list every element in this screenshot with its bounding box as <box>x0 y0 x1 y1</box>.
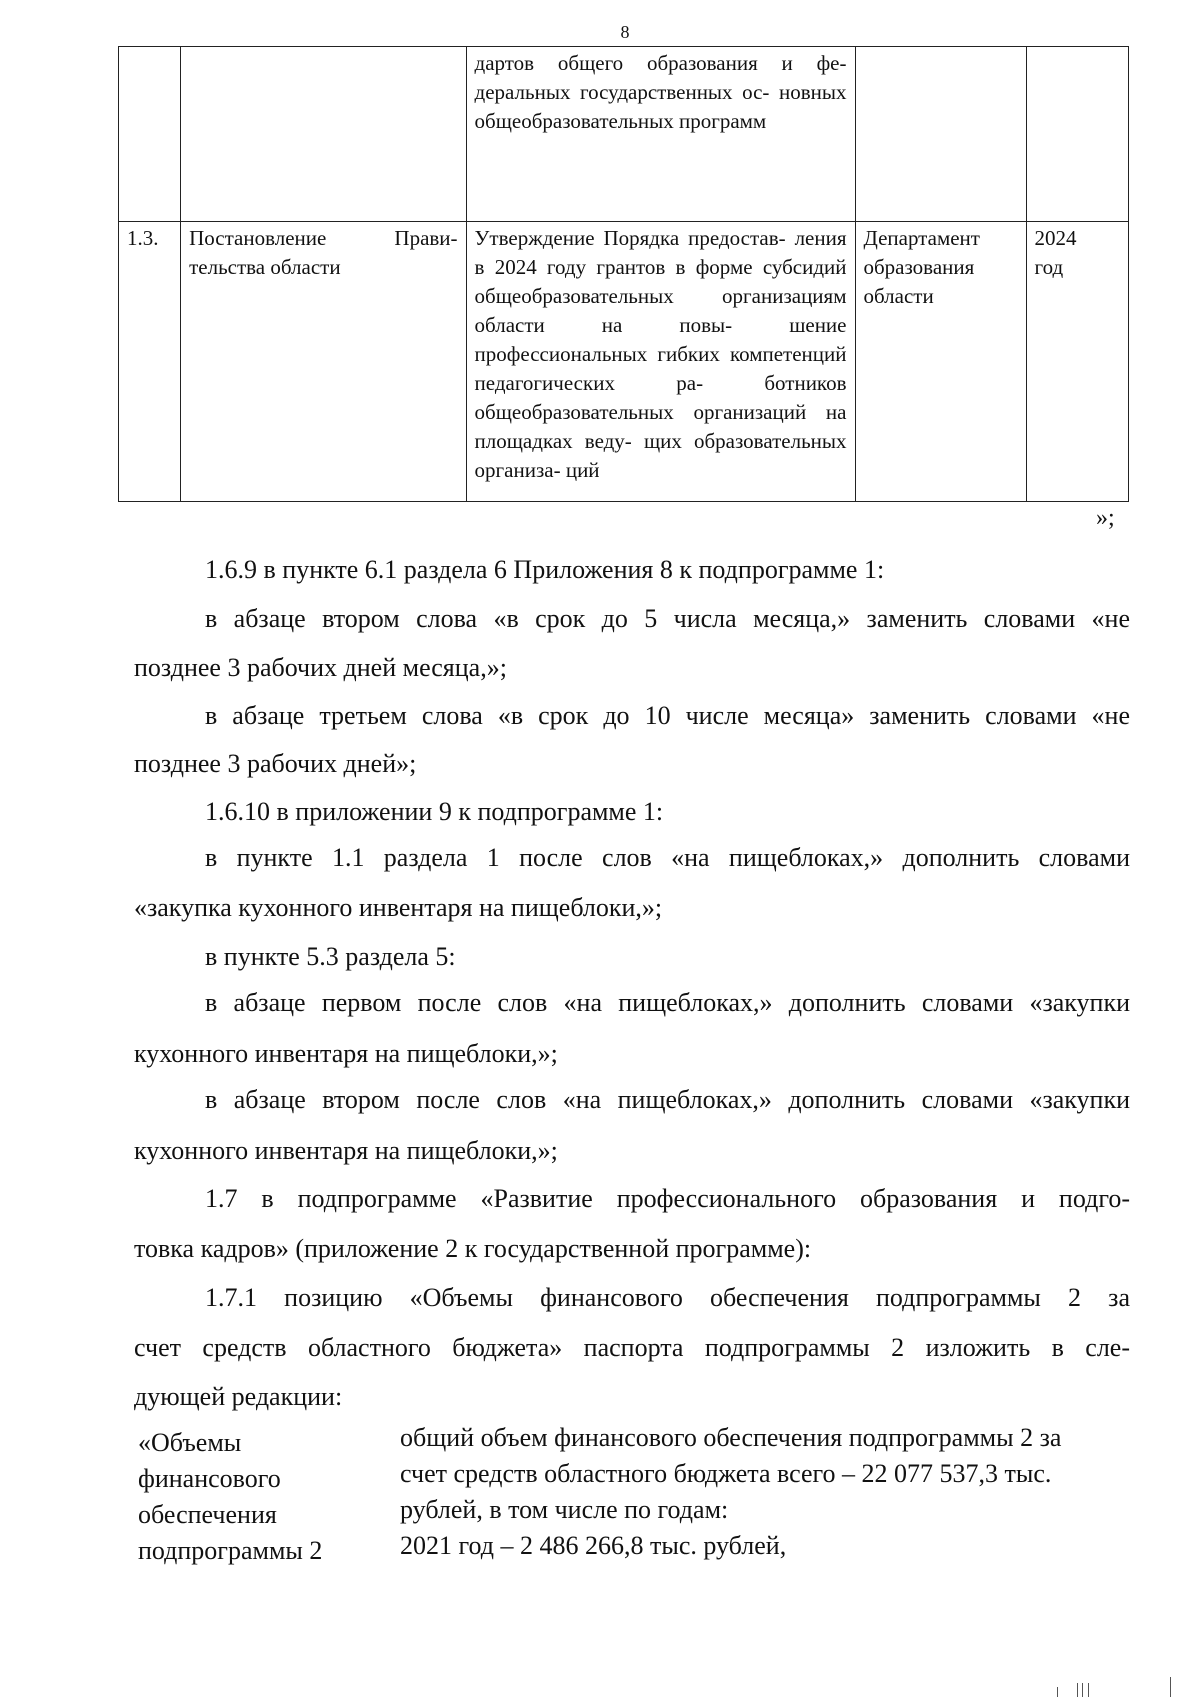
binding-mark <box>1077 1683 1078 1697</box>
content-line: организациям области на повы- <box>474 284 847 337</box>
paragraph-line: «закупка кухонного инвентаря на пищеблоки,»; <box>134 893 663 922</box>
paragraph-line: в абзаце втором слова «в срок до 5 числа месяца,» заменить словами «не <box>205 604 1130 633</box>
table-closing-quote: »; <box>1096 505 1115 531</box>
cell-number <box>119 47 181 222</box>
content-line: организаций на площадках веду- <box>474 400 847 453</box>
cell-executor <box>855 222 1026 502</box>
binding-marks <box>1055 1673 1175 1697</box>
paragraph-line: товка кадров» (приложение 2 к государственной программе): <box>134 1234 812 1263</box>
cell-number: 1.3. <box>119 222 181 502</box>
content-line: ботников общеобразовательных <box>474 371 847 424</box>
passport-value-line: 2021 год – 2 486 266,8 тыс. рублей, <box>400 1531 787 1560</box>
passport-value-line: счет средств областного бюджета всего – 22 077 537,3 тыс. <box>400 1459 1052 1488</box>
content-line: шение профессиональных гибких <box>474 313 847 366</box>
content-line: ций <box>565 458 600 482</box>
cell-document-type <box>181 222 466 502</box>
cell-content <box>466 47 855 222</box>
binding-mark <box>1170 1677 1171 1697</box>
passport-label-line: обеспечения <box>138 1500 277 1529</box>
paragraph-line: в пункте 1.1 раздела 1 после слов «на пищеблоках,» дополнить словами <box>205 843 1130 872</box>
doc-type-line: Постановление Прави- <box>189 226 458 250</box>
paragraph-line: в абзаце втором после слов «на пищеблоках,» дополнить словами «закупки <box>205 1085 1130 1114</box>
binding-mark <box>1057 1687 1058 1697</box>
content-line: субсидий общеобразовательных <box>474 255 847 308</box>
page-number: 8 <box>620 22 630 42</box>
binding-mark <box>1088 1683 1089 1697</box>
passport-label-line: финансового <box>138 1464 281 1493</box>
paragraph-line: дующей редакции: <box>134 1382 343 1411</box>
cell-executor <box>855 47 1026 222</box>
passport-value-line: общий объем финансового обеспечения подпрограммы 2 за <box>400 1423 1062 1452</box>
content-line: ления в 2024 году грантов в форме <box>474 226 847 279</box>
paragraph-line: в пункте 5.3 раздела 5: <box>205 942 456 971</box>
deadline-line: год <box>1034 255 1064 279</box>
cell-deadline <box>1026 222 1128 502</box>
executor-line: области <box>863 284 934 308</box>
paragraph-line: в абзаце первом после слов «на пищеблоках,» дополнить словами «закупки <box>205 988 1130 1017</box>
content-line: щих образовательных организа- <box>474 429 847 482</box>
content-line: новных общеобразовательных <box>474 80 847 133</box>
measures-table <box>118 46 1129 502</box>
paragraph-1-7-1: 1.7.1 позицию «Объемы финансового обеспечения подпрограммы 2 за <box>205 1283 1130 1312</box>
content-line: Утверждение Порядка предостав- <box>474 226 786 250</box>
binding-mark <box>1082 1683 1083 1697</box>
passport-value-line: рублей, в том числе по годам: <box>400 1495 729 1524</box>
paragraph-line: позднее 3 рабочих дней»; <box>134 749 417 778</box>
passport-label-line: подпрограммы 2 <box>138 1536 323 1565</box>
paragraph-1-7: 1.7 в подпрограмме «Развитие профессионального образования и подго- <box>205 1184 1130 1213</box>
paragraph-1-6-10: 1.6.10 в приложении 9 к подпрограмме 1: <box>205 797 664 826</box>
doc-type-line: тельства области <box>189 255 341 279</box>
paragraph-line: позднее 3 рабочих дней месяца,»; <box>134 653 507 682</box>
cell-deadline <box>1026 47 1128 222</box>
deadline-line: 2024 <box>1034 226 1077 250</box>
executor-line: образования <box>863 255 975 279</box>
passport-label-line: «Объемы <box>138 1428 242 1457</box>
cell-content <box>466 222 855 502</box>
paragraph-1-6-9: 1.6.9 в пункте 6.1 раздела 6 Приложения 8 к подпрограмме 1: <box>205 555 885 584</box>
paragraph-line: кухонного инвентаря на пищеблоки,»; <box>134 1136 558 1165</box>
executor-line: Департамент <box>863 226 980 250</box>
paragraph-line: счет средств областного бюджета» паспорта подпрограммы 2 изложить в сле- <box>134 1333 1130 1362</box>
paragraph-line: кухонного инвентаря на пищеблоки,»; <box>134 1039 558 1068</box>
table-row <box>119 222 1129 502</box>
cell-document-type <box>181 47 466 222</box>
table-row <box>119 47 1129 222</box>
content-line: деральных государственных ос- <box>474 80 770 104</box>
content-line: компетенций педагогических ра- <box>474 342 847 395</box>
passport-value <box>400 1420 1120 1564</box>
content-line: программ <box>678 109 767 133</box>
content-line: дартов общего образования и фе- <box>474 51 847 75</box>
passport-label <box>138 1425 393 1569</box>
paragraph-line: в абзаце третьем слова «в срок до 10 числе месяца» заменить словами «не <box>205 701 1130 730</box>
